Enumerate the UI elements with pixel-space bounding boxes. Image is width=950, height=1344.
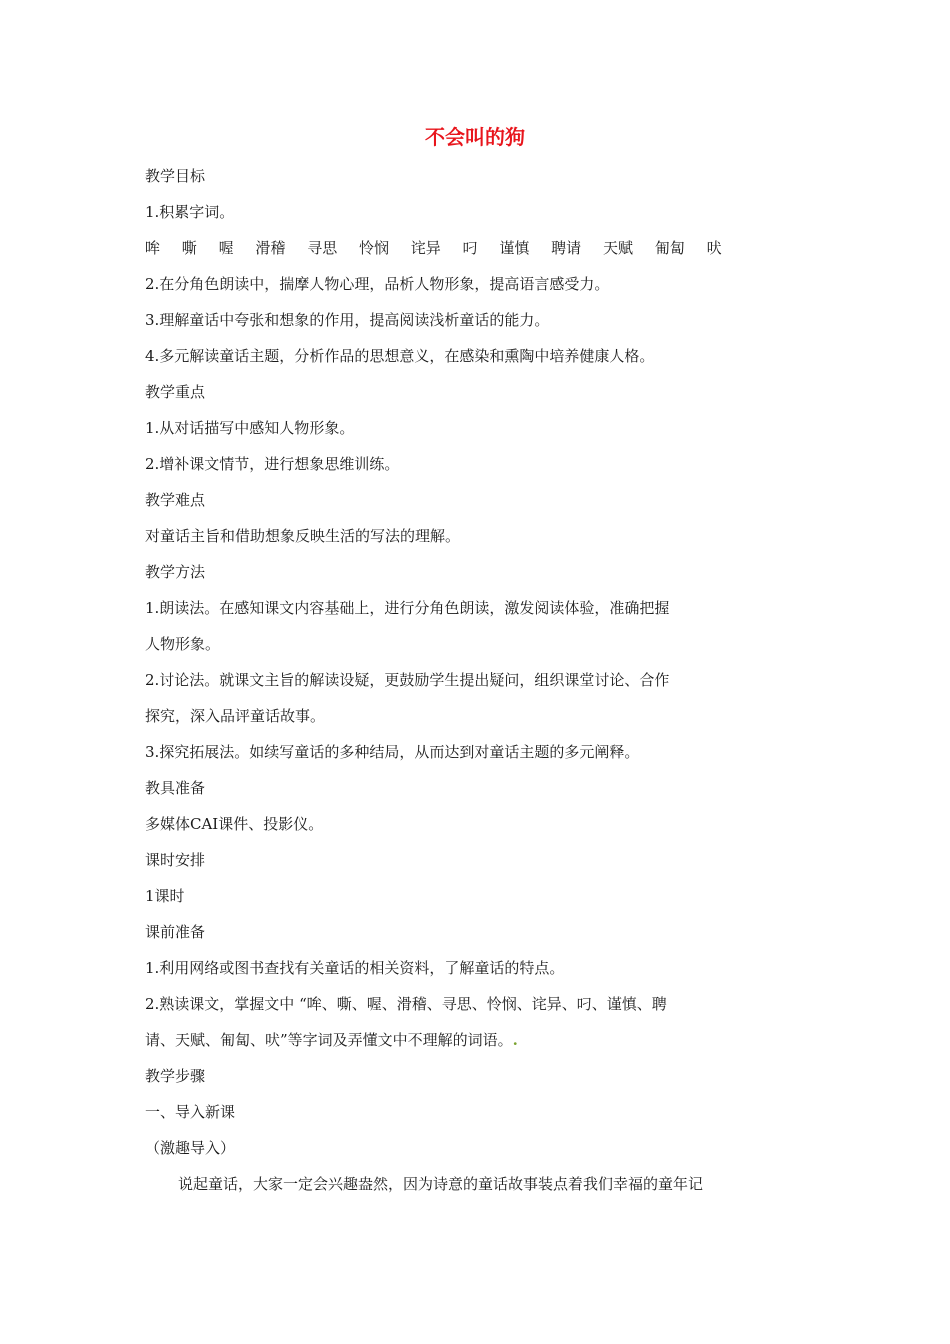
method-1-line-2: 人物形象。: [145, 635, 221, 653]
prep-2-mark: .: [512, 1031, 518, 1049]
key-point-2: 2.增补课文情节，进行想象思维训练。: [145, 455, 400, 473]
prep-1: 1.利用网络或图书查找有关童话的相关资料，了解童话的特点。: [145, 959, 565, 977]
vocab-word: 聘请: [551, 239, 582, 257]
section-heading-goals: 教学目标: [145, 167, 206, 185]
method-2-line-1: 2.讨论法。就课文主旨的解读设疑，更鼓励学生提出疑问，组织课堂讨论、合作: [145, 671, 670, 689]
vocab-word: 诧异: [410, 239, 441, 257]
document-body: [145, 158, 785, 1202]
prep-2-line-2: [145, 1022, 785, 1058]
method-2-line-2: 探究，深入品评童话故事。: [145, 707, 326, 725]
key-point-1: 1.从对话描写中感知人物形象。: [145, 419, 355, 437]
method-1-line-1: 1.朗读法。在感知课文内容基础上，进行分角色朗读，激发阅读体验，准确把握: [145, 599, 670, 617]
schedule-1: 1课时: [145, 887, 185, 905]
vocab-word: 吠: [706, 239, 722, 257]
step-1-paragraph: 说起童话，大家一定会兴趣盎然，因为诗意的童话故事装点着我们幸福的童年记: [178, 1175, 704, 1193]
vocab-word: 怜悯: [358, 239, 389, 257]
section-heading-methods: 教学方法: [145, 563, 206, 581]
goal-item-3: 3.理解童话中夸张和想象的作用，提高阅读浅析童话的能力。: [145, 311, 550, 329]
vocab-word: 天赋: [602, 239, 633, 257]
vocab-word: 滑稽: [255, 239, 286, 257]
section-heading-steps: 教学步骤: [145, 1067, 206, 1085]
step-1-subheading: （激趣导入）: [145, 1139, 236, 1157]
document-title: 不会叫的狗: [425, 125, 525, 149]
step-1-heading: 一、导入新课: [145, 1103, 236, 1121]
vocab-word: 嘶: [181, 239, 197, 257]
prep-2-line-1: 2.熟读课文，掌握文中 “哞、嘶、喔、滑稽、寻思、怜悯、诧异、叼、谨慎、聘: [145, 995, 667, 1013]
difficulty-1: 对童话主旨和借助想象反映生活的写法的理解。: [145, 527, 461, 545]
vocab-word: 叼: [462, 239, 478, 257]
goal-item-1: 1.积累字词。: [145, 203, 235, 221]
vocab-word: 哞: [145, 239, 161, 257]
vocab-word: 寻思: [307, 239, 338, 257]
section-heading-difficulties: 教学难点: [145, 491, 206, 509]
tools-1: 多媒体CAI课件、投影仪。: [145, 815, 324, 833]
section-heading-preparation: 课前准备: [145, 923, 206, 941]
goal-item-2: 2.在分角色朗读中，揣摩人物心理，品析人物形象，提高语言感受力。: [145, 275, 610, 293]
vocab-list: [145, 230, 785, 266]
vocab-word: 谨慎: [499, 239, 530, 257]
section-heading-schedule: 课时安排: [145, 851, 206, 869]
method-3: 3.探究拓展法。如续写童话的多种结局，从而达到对童话主题的多元阐释。: [145, 743, 640, 761]
vocab-word: 喔: [218, 239, 234, 257]
section-heading-key-points: 教学重点: [145, 383, 206, 401]
goal-item-4: 4.多元解读童话主题，分析作品的思想意义，在感染和熏陶中培养健康人格。: [145, 347, 655, 365]
vocab-word: 匍匐: [654, 239, 685, 257]
prep-2-line-2-text: 请、天赋、匍匐、吠”等字词及弄懂文中不理解的词语。: [145, 1031, 513, 1049]
section-heading-tools: 教具准备: [145, 779, 206, 797]
